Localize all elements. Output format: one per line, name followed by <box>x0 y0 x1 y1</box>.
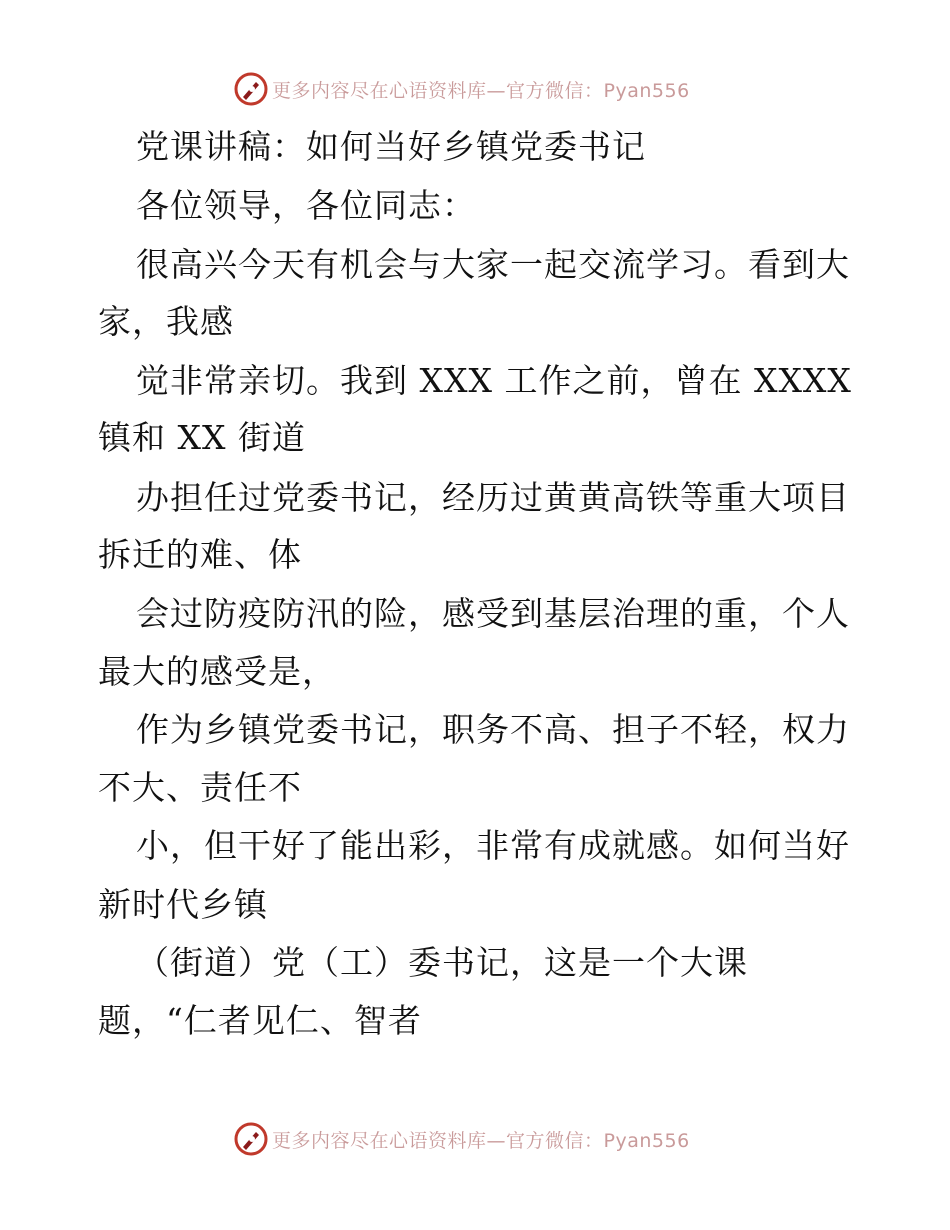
paragraph-line: 觉非常亲切。我到 XXX 工作之前，曾在 XXXX <box>136 361 852 400</box>
paragraph-line: 办担任过党委书记，经历过黄黄高铁等重大项目 <box>136 478 850 517</box>
pen-circle-logo-icon <box>234 1122 268 1156</box>
paragraph-line: 作为乡镇党委书记，职务不高、担子不轻，权力 <box>136 710 850 749</box>
document-greeting: 各位领导，各位同志： <box>136 186 476 225</box>
header-banner-text: 更多内容尽在心语资料库—官方微信：Pyan556 <box>272 79 690 102</box>
paragraph-line: 不大、责任不 <box>98 768 302 807</box>
paragraph-line: 拆迁的难、体 <box>98 535 302 574</box>
paragraph-line: 很高兴今天有机会与大家一起交流学习。看到大 <box>136 245 850 284</box>
paragraph-line: 会过防疫防汛的险，感受到基层治理的重，个人 <box>136 594 850 633</box>
pen-circle-logo-icon <box>234 72 268 106</box>
footer-banner-text: 更多内容尽在心语资料库—官方微信：Pyan556 <box>272 1129 690 1152</box>
paragraph-line: （街道）党（工）委书记，这是一个大课 <box>136 943 748 982</box>
document-title: 党课讲稿：如何当好乡镇党委书记 <box>136 127 646 166</box>
paragraph-line: 小，但干好了能出彩，非常有成就感。如何当好 <box>136 826 850 865</box>
paragraph-line: 最大的感受是， <box>98 652 336 691</box>
paragraph-line: 题，“仁者见仁、智者 <box>98 1001 422 1040</box>
paragraph-line: 新时代乡镇 <box>98 885 268 924</box>
paragraph-line: 镇和 XX 街道 <box>98 418 306 457</box>
footer-banner <box>234 1122 690 1156</box>
paragraph-line: 家，我感 <box>98 302 234 341</box>
header-banner <box>234 72 690 106</box>
